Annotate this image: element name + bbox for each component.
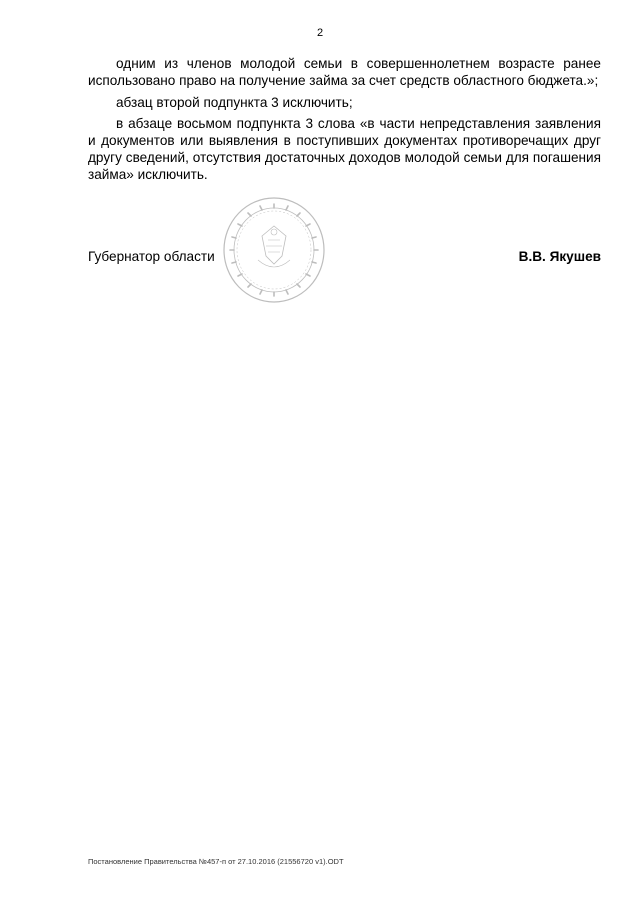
paragraph-1: одним из членов молодой семьи в совершеннолетнем возрасте ранее использовано право на получение займа за счет средств областного бюджета.»; <box>88 56 601 88</box>
document-footer: Постановление Правительства №457-п от 27.10.2016 (21556720 v1).ODT <box>88 857 344 866</box>
official-seal-stamp <box>222 196 326 304</box>
paragraph-3: в абзаце восьмом подпункта 3 слова «в части непредставления заявления и документов или выявления в поступивших документах противоречащих друг другу сведений, отсутствия достаточных доходов молодой семьи для погашения займа» исключить. <box>88 116 601 182</box>
page-number: 2 <box>316 27 324 39</box>
paragraph-2: абзац второй подпункта 3 исключить; <box>116 94 353 110</box>
signatory-position: Губернатор области <box>88 249 215 264</box>
signatory-name: В.В. Якушев <box>518 249 601 264</box>
body-text <box>88 56 601 189</box>
